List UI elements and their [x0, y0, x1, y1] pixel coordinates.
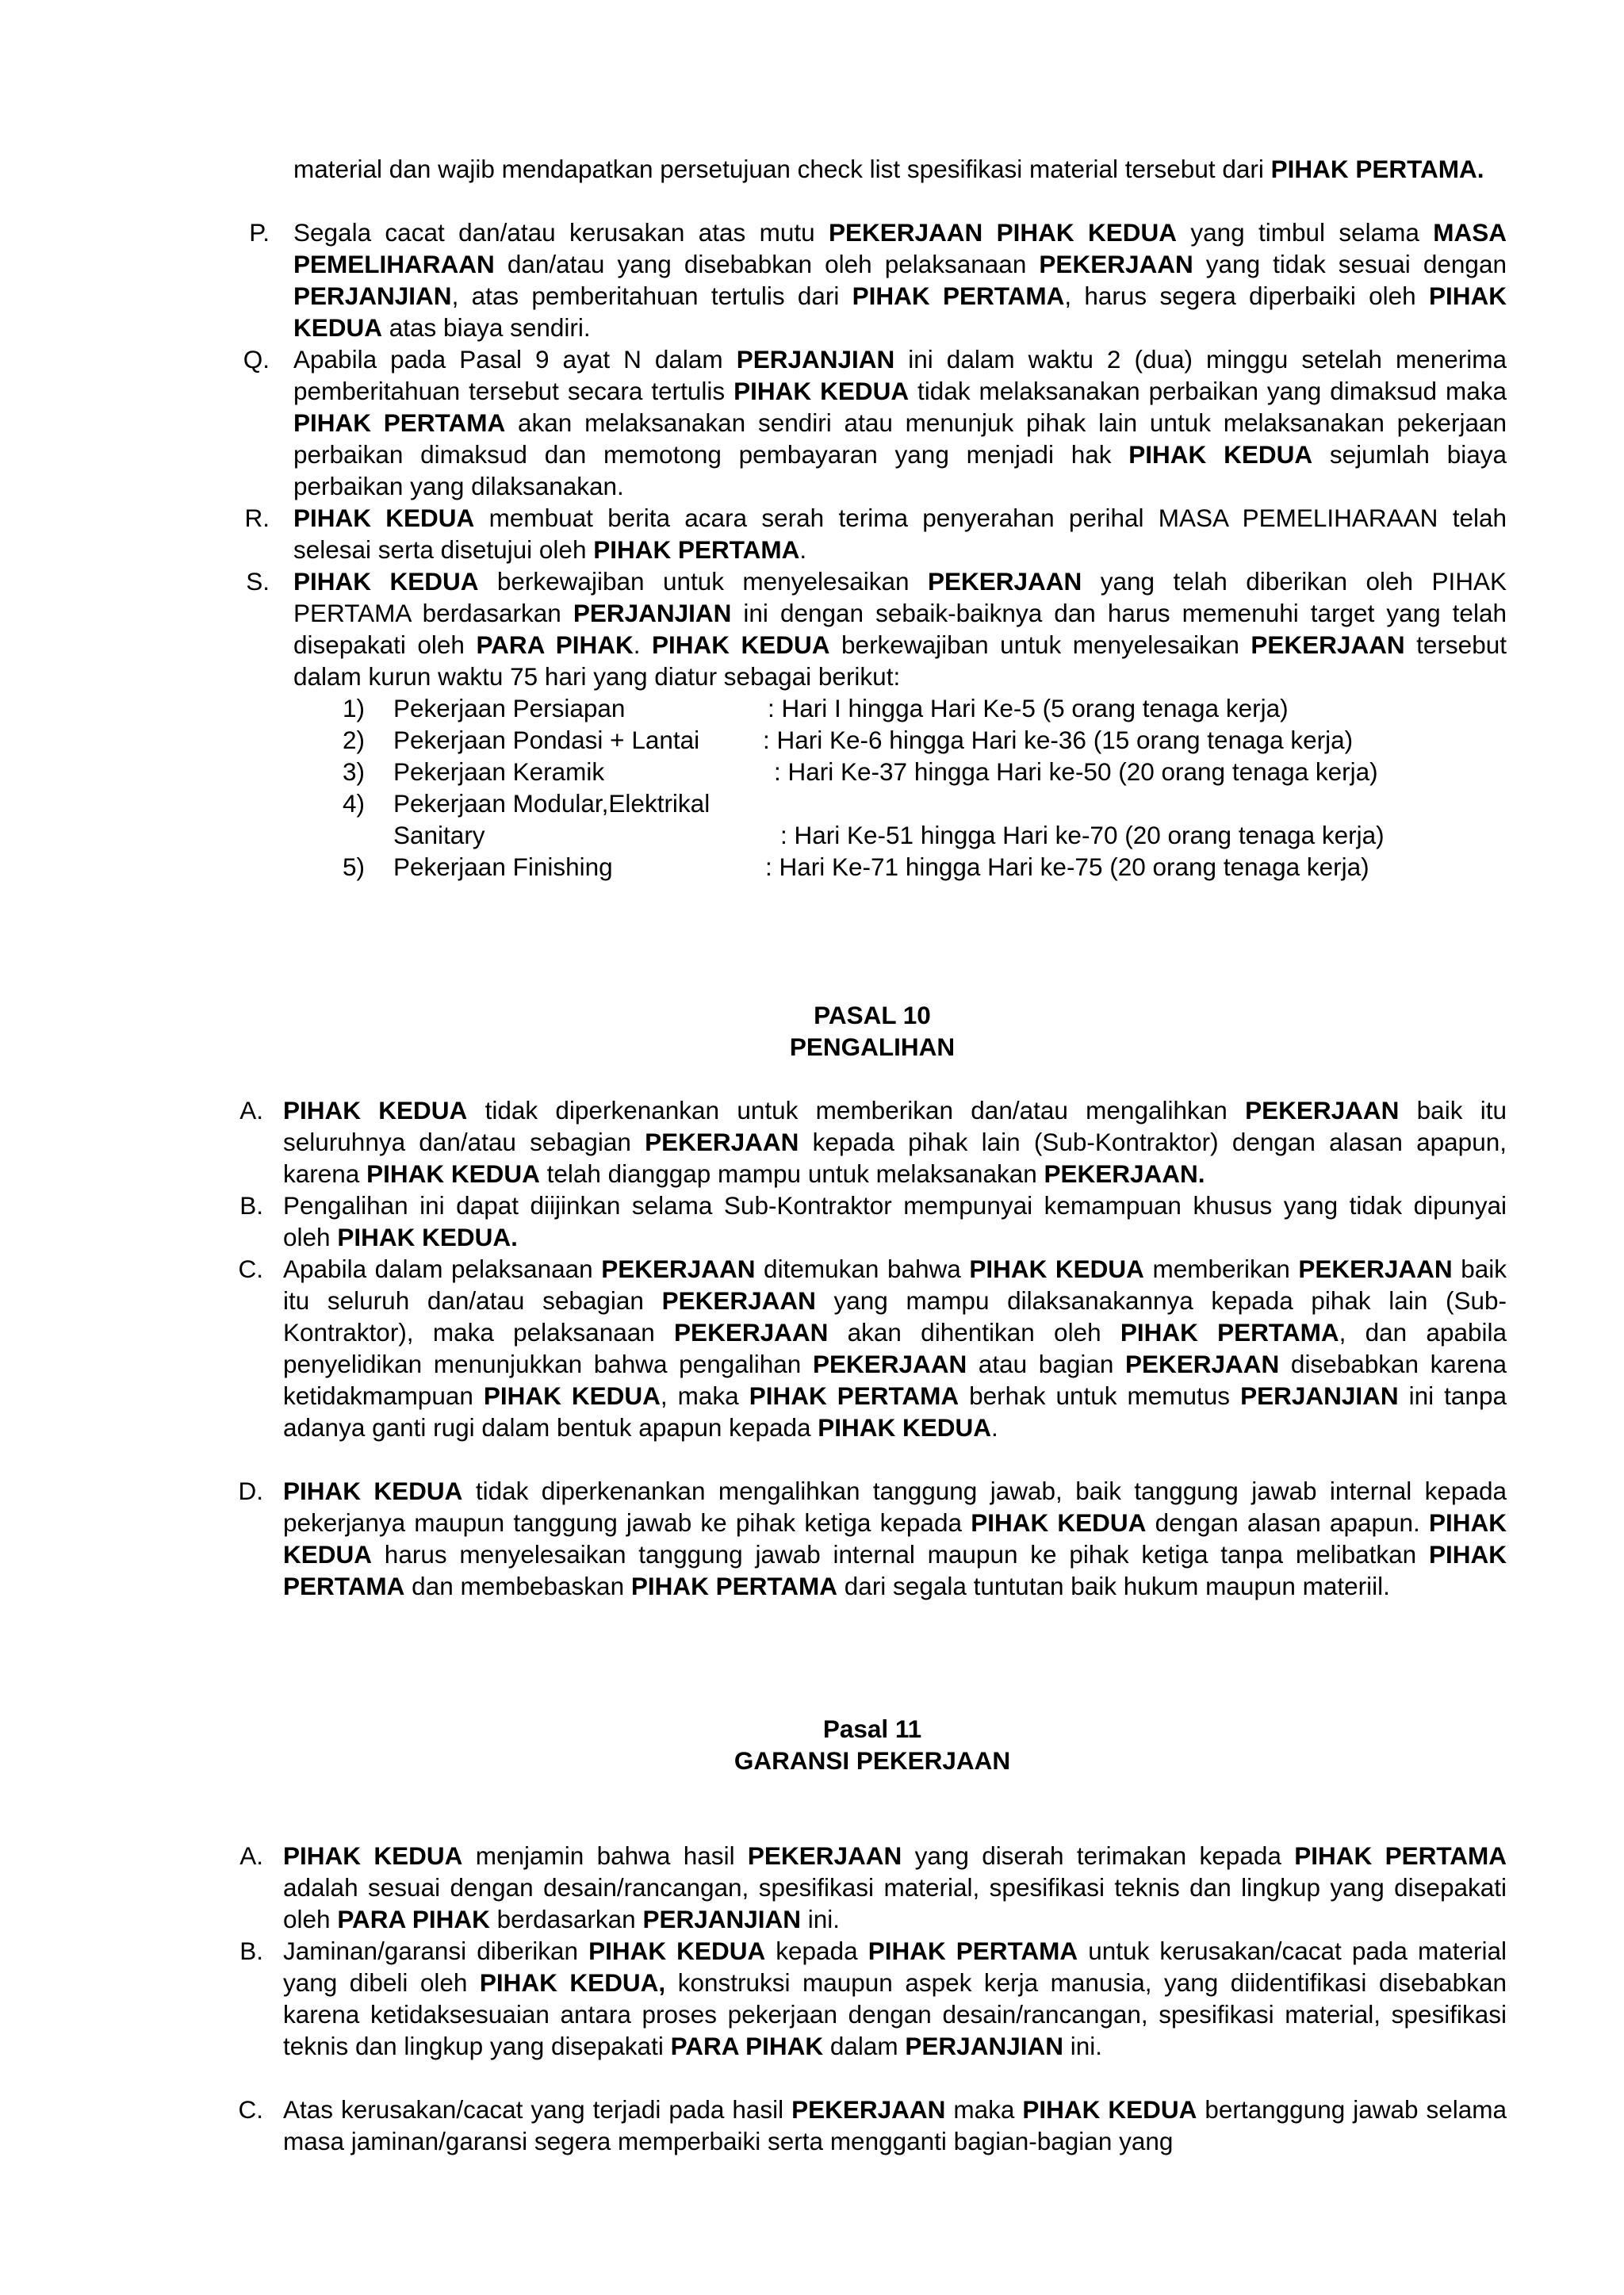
bold-term: PARA PIHAK [337, 1905, 490, 1933]
text-run: . [991, 1413, 998, 1442]
text-run: tidak diperkenankan untuk memberikan dan/atau mengalihkan [467, 1096, 1246, 1125]
pasal-10-clause-d [283, 1475, 1507, 1602]
pasal-10-clause-a [283, 1094, 1507, 1190]
clause-label-c: C. [238, 1255, 263, 1283]
bold-term: PEKERJAAN [791, 2095, 946, 2124]
text-run: ini. [801, 1905, 841, 1933]
bold-term: PIHAK PERTAMA [630, 1572, 838, 1600]
bold-term: PERJANJIAN [642, 1905, 802, 1933]
text-run: Jaminan/garansi diberikan [283, 1937, 589, 1965]
bold-term: PIHAK KEDUA [293, 282, 1507, 342]
bold-term: PIHAK KEDUA [293, 567, 479, 596]
bold-term: PEKERJAAN [661, 1286, 816, 1315]
text-run: yang telah diberikan oleh PIHAK PERTAMA berdasarkan [293, 567, 1507, 627]
text-run: baik itu seluruh dan/atau sebagian [283, 1255, 1507, 1315]
text-run: berdasarkan [489, 1905, 643, 1933]
bold-term: PEKERJAAN [674, 1318, 829, 1347]
schedule-name: Pekerjaan Finishing [393, 852, 613, 881]
bold-term: PIHAK PERTAMA. [1270, 155, 1484, 183]
pasal-11-title: Pasal 11 [822, 1715, 922, 1743]
pasal-10-clause-b [283, 1190, 1507, 1253]
bold-term: PIHAK PERTAMA [852, 282, 1065, 310]
text-run: . [633, 630, 652, 659]
schedule-range: : Hari Ke-71 hingga Hari ke-75 (20 orang tenaga kerja) [765, 852, 1369, 881]
bold-term: PEKERJAAN [927, 567, 1082, 596]
text-run: Apabila dalam pelaksanaan [283, 1255, 602, 1283]
text-run: dan membebaskan [404, 1572, 631, 1600]
pasal-11-subtitle: GARANSI PEKERJAAN [733, 1746, 1011, 1775]
clause-label-p: P. [249, 218, 270, 247]
bold-term: PIHAK KEDUA [588, 1937, 766, 1965]
bold-term: PEKERJAAN [601, 1255, 756, 1283]
schedule-num: 3) [343, 757, 366, 786]
bold-term: PERJANJIAN [573, 599, 732, 627]
bold-term: PIHAK KEDUA [733, 377, 910, 405]
bold-term: PEKERJAAN [645, 1128, 799, 1156]
bold-term: PIHAK KEDUA [283, 1508, 1507, 1569]
text-run: Pengalihan ini dapat diijinkan selama Sub-Kontraktor mempunyai kemampuan khusus yang tidak dipunyai oleh [283, 1191, 1507, 1251]
bold-term: PEKERJAAN [812, 1350, 967, 1378]
bold-term: PERJANJIAN [736, 345, 895, 374]
text-run: telah dianggap mampu untuk melaksanakan [539, 1159, 1044, 1188]
text-run: dengan alasan apapun. [1146, 1508, 1429, 1537]
text-run: untuk kerusakan/cacat pada material yang dibeli oleh [283, 1937, 1507, 1997]
bold-term: PIHAK KEDUA [971, 1508, 1147, 1537]
text-run: yang diserah terimakan kepada [902, 1841, 1295, 1870]
text-run: akan melaksanakan sendiri atau menunjuk pihak lain untuk melaksanakan pekerjaan perbaikan dimaksud dan memotong pembayaran yang menjadi hak [293, 408, 1507, 469]
clause-r-text [293, 502, 1507, 565]
text-run: yang timbul selama [1176, 218, 1434, 247]
text-run: , maka [660, 1381, 749, 1410]
text-run: konstruksi maupun aspek kerja manusia, yang diidentifikasi disebabkan karena ketidaksesuaian antara proses pekerjaan dengan desain/rancangan, spesifikasi material, spesifikasi teknis dan lingkup yang disepakati [283, 1968, 1507, 2060]
clause-label-c: C. [238, 2095, 263, 2124]
clause-s-text [293, 565, 1507, 692]
text-run: Apabila pada Pasal 9 ayat N dalam [293, 345, 737, 374]
text-run: kepada pihak lain (Sub-Kontraktor) dengan alasan apapun, karena [283, 1128, 1507, 1188]
clause-label-s: S. [246, 567, 270, 596]
bold-term: PERJANJIAN [1240, 1381, 1399, 1410]
schedule-name: Pekerjaan Persiapan [393, 694, 626, 722]
text-run: tersebut dalam kurun waktu 75 hari yang diatur sebagai berikut: [293, 630, 1507, 691]
bold-term: PARA PIHAK [476, 630, 634, 659]
bold-term: PIHAK KEDUA [283, 1096, 468, 1125]
clause-label-b: B. [239, 1937, 263, 1965]
text-run: ini tanpa adanya ganti rugi dalam bentuk apapun kepada [283, 1381, 1507, 1442]
bold-term: PIHAK KEDUA. [337, 1223, 518, 1251]
text-run: ini. [1063, 2032, 1102, 2060]
pasal-10-title: PASAL 10 [814, 1001, 931, 1029]
text-run: dan/atau yang disebabkan oleh pelaksanaan [494, 250, 1040, 278]
text-run: yang tidak sesuai dengan [1193, 250, 1507, 278]
bold-term: PARA PIHAK [670, 2032, 824, 2060]
schedule-num: 2) [343, 726, 366, 754]
clause-q-text [293, 343, 1507, 502]
bold-term: PIHAK KEDUA [483, 1381, 661, 1410]
clause-label-a: A. [239, 1841, 263, 1870]
text-run: . [799, 535, 807, 564]
bold-term: PEKERJAAN. [1044, 1159, 1205, 1188]
clause-label-r: R. [244, 504, 270, 532]
schedule-range: : Hari I hingga Hari Ke-5 (5 orang tenaga kerja) [768, 694, 1289, 722]
pasal-10-clause-c [283, 1253, 1507, 1443]
bold-term: PEKERJAAN [1125, 1350, 1280, 1378]
text-run: adalah sesuai dengan desain/rancangan, spesifikasi material, spesifikasi teknis dan lingkup yang disepakati oleh [283, 1873, 1507, 1933]
bold-term: MASA PEMELIHARAAN [293, 218, 1507, 278]
text-run: , atas pemberitahuan tertulis dari [451, 282, 852, 310]
schedule-num: 5) [343, 852, 366, 881]
clause-p-text [293, 216, 1507, 343]
bold-term: PEKERJAAN [1298, 1255, 1453, 1283]
text-run: dari segala tuntutan baik hukum maupun materiil. [837, 1572, 1390, 1600]
text-run: membuat berita acara serah terima penyerahan perihal MASA PEMELIHARAAN telah selesai serta disetujui oleh [293, 504, 1507, 564]
bold-term: PIHAK PERTAMA [593, 535, 800, 564]
bold-term: PIHAK PERTAMA [868, 1937, 1078, 1965]
text-run: ini dengan sebaik-baiknya dan harus memenuhi target yang telah disepakati oleh [293, 599, 1507, 659]
text-run: harus menyelesaikan tanggung jawab internal maupun ke pihak ketiga tanpa melibatkan [372, 1540, 1429, 1569]
text-run: disebabkan karena ketidakmampuan [283, 1350, 1507, 1410]
text-run: atau bagian [967, 1350, 1126, 1378]
schedule-range: : Hari Ke-37 hingga Hari ke-50 (20 orang tenaga kerja) [774, 757, 1378, 786]
bold-term: PIHAK KEDUA [366, 1159, 540, 1188]
bold-term: PIHAK PERTAMA [1294, 1841, 1507, 1870]
schedule-name: Pekerjaan Pondasi + Lantai [393, 726, 700, 754]
text-run: baik itu seluruhnya dan/atau sebagian [283, 1096, 1507, 1156]
schedule-name: Pekerjaan Keramik [393, 757, 605, 786]
schedule-range: : Hari Ke-6 hingga Hari ke-36 (15 orang tenaga kerja) [763, 726, 1354, 754]
bold-term: PIHAK KEDUA [293, 504, 475, 532]
schedule-range: : Hari Ke-51 hingga Hari ke-70 (20 orang tenaga kerja) [780, 821, 1385, 849]
text-run: bertanggung jawab selama masa jaminan/garansi segera memperbaiki serta mengganti bagian-bagian yang [283, 2095, 1507, 2155]
text-run: berkewajiban untuk menyelesaikan [478, 567, 928, 596]
bold-term: PIHAK KEDUA [969, 1255, 1144, 1283]
text-run: menjamin bahwa hasil [462, 1841, 748, 1870]
schedule-num: 4) [343, 789, 366, 818]
bold-term: PIHAK KEDUA [283, 1477, 463, 1505]
schedule-name: Pekerjaan Modular,Elektrikal [393, 789, 710, 818]
clause-label-d: D. [238, 1477, 263, 1505]
bold-term: PIHAK KEDUA [1022, 2095, 1197, 2124]
text-run: akan dihentikan oleh [828, 1318, 1120, 1347]
text-run: ini dalam waktu 2 (dua) minggu setelah menerima pemberitahuan tersebut secara tertulis [293, 345, 1507, 405]
bold-term: PEKERJAAN [1039, 250, 1193, 278]
text-run: Atas kerusakan/cacat yang terjadi pada hasil [283, 2095, 792, 2124]
text-run: maka [945, 2095, 1023, 2124]
bold-term: PIHAK KEDUA [818, 1413, 992, 1442]
text-run: memberikan [1143, 1255, 1299, 1283]
bold-term: PERJANJIAN [293, 282, 452, 310]
clause-label-b: B. [239, 1191, 263, 1220]
bold-term: PIHAK KEDUA, [479, 1968, 666, 1997]
clause-label-a: A. [239, 1096, 263, 1125]
bold-term: PIHAK PERTAMA [283, 1540, 1507, 1600]
bold-term: PIHAK KEDUA [283, 1841, 463, 1870]
text-run: dalam [823, 2032, 906, 2060]
bold-term: PEKERJAAN [1251, 630, 1405, 659]
pasal-11-clause-a [283, 1840, 1507, 1935]
bold-term: PIHAK PERTAMA [749, 1381, 959, 1410]
bold-term: PIHAK PERTAMA [1120, 1318, 1339, 1347]
bold-term: PEKERJAAN [1245, 1096, 1400, 1125]
text-run: berkewajiban untuk menyelesaikan [829, 630, 1251, 659]
text-run: tidak melaksanakan perbaikan yang dimaksud maka [909, 377, 1507, 405]
text-run: , harus segera diperbaiki oleh [1064, 282, 1429, 310]
bold-term: PEKERJAAN PIHAK KEDUA [828, 218, 1177, 247]
schedule-num: 1) [343, 694, 366, 722]
text-run: sejumlah biaya perbaikan yang dilaksanakan. [293, 440, 1507, 500]
clause-label-q: Q. [243, 345, 270, 374]
text-run: Segala cacat dan/atau kerusakan atas mutu [293, 218, 829, 247]
text-run: , dan apabila penyelidikan menunjukkan bahwa pengalihan [283, 1318, 1507, 1378]
bold-term: PIHAK PERTAMA [293, 408, 506, 437]
bold-term: PIHAK KEDUA [651, 630, 830, 659]
text-run: tidak diperkenankan mengalihkan tanggung jawab, baik tanggung jawab internal kepada pekerjanya maupun tanggung jawab ke pihak ketiga kepada [283, 1477, 1507, 1537]
pasal-10-subtitle: PENGALIHAN [789, 1033, 956, 1061]
text-run: atas biaya sendiri. [382, 313, 591, 342]
schedule-name-continued: Sanitary [393, 821, 485, 849]
text-run: material dan wajib mendapatkan persetujuan check list spesifikasi material tersebut dari [293, 155, 1271, 183]
bold-term: PIHAK KEDUA [1128, 440, 1313, 469]
text-run: ditemukan bahwa [755, 1255, 970, 1283]
text-run: berhak untuk memutus [959, 1381, 1241, 1410]
bold-term: PEKERJAAN [747, 1841, 902, 1870]
pasal-11-clause-b [283, 1935, 1507, 2062]
text-run: kepada [765, 1937, 868, 1965]
bold-term: PERJANJIAN [905, 2032, 1063, 2060]
text-run: yang mampu dilaksanakannya kepada pihak lain (Sub-Kontraktor), maka pelaksanaan [283, 1286, 1507, 1347]
clause-continuation [293, 153, 1507, 185]
pasal-11-clause-c [283, 2094, 1507, 2157]
